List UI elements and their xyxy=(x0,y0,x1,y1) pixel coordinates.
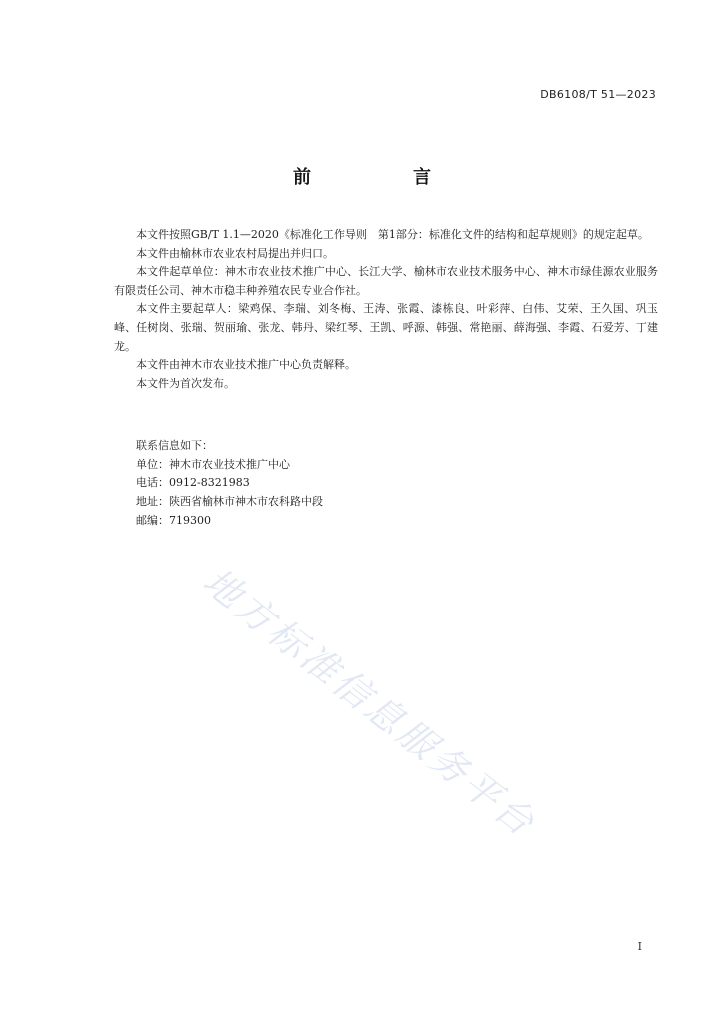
contact-phone: 电话：0912-8321983 xyxy=(136,476,250,490)
standard-code: DB6108/T 51—2023 xyxy=(540,88,656,101)
contact-info xyxy=(136,437,323,531)
paragraph-drafters: 本文件主要起草人：梁鸡保、李瑞、刘冬梅、王涛、张霞、漆栋良、叶彩萍、白伟、艾荣、王久国、巩玉峰、任树岗、张瑞、贺丽瑜、张龙、韩丹、梁红琴、王凯、呼源、韩强、常艳丽、薛海强、李霞、石爱芳、丁建龙。 xyxy=(114,302,658,353)
paragraph-drafting-rules: 本文件按照GB/T 1.1—2020《标准化工作导则 第1部分：标准化文件的结构和起草规则》的规定起草。 xyxy=(136,228,649,241)
contact-postcode: 邮编：719300 xyxy=(136,513,211,527)
paragraph-first-release: 本文件为首次发布。 xyxy=(136,376,235,390)
paragraph-proposer: 本文件由榆林市农业农村局提出并归口。 xyxy=(136,246,334,260)
paragraph-interpretation: 本文件由神木市农业技术推广中心负责解释。 xyxy=(136,358,356,372)
contact-unit: 单位：神木市农业技术推广中心 xyxy=(136,457,290,471)
page-number: I xyxy=(637,940,642,953)
foreword-body xyxy=(114,226,658,393)
page-title: 前 言 xyxy=(293,167,473,188)
paragraph-drafting-units: 本文件起草单位：神木市农业技术推广中心、长江大学、榆林市农业技术服务中心、神木市绿佳源农业服务有限责任公司、神木市稳丰种养殖农民专业合作社。 xyxy=(114,265,658,297)
contact-heading: 联系信息如下： xyxy=(136,439,213,452)
contact-address: 地址：陕西省榆林市神木市农科路中段 xyxy=(136,495,323,509)
watermark: 地方标准信息服务平台 xyxy=(195,559,545,846)
